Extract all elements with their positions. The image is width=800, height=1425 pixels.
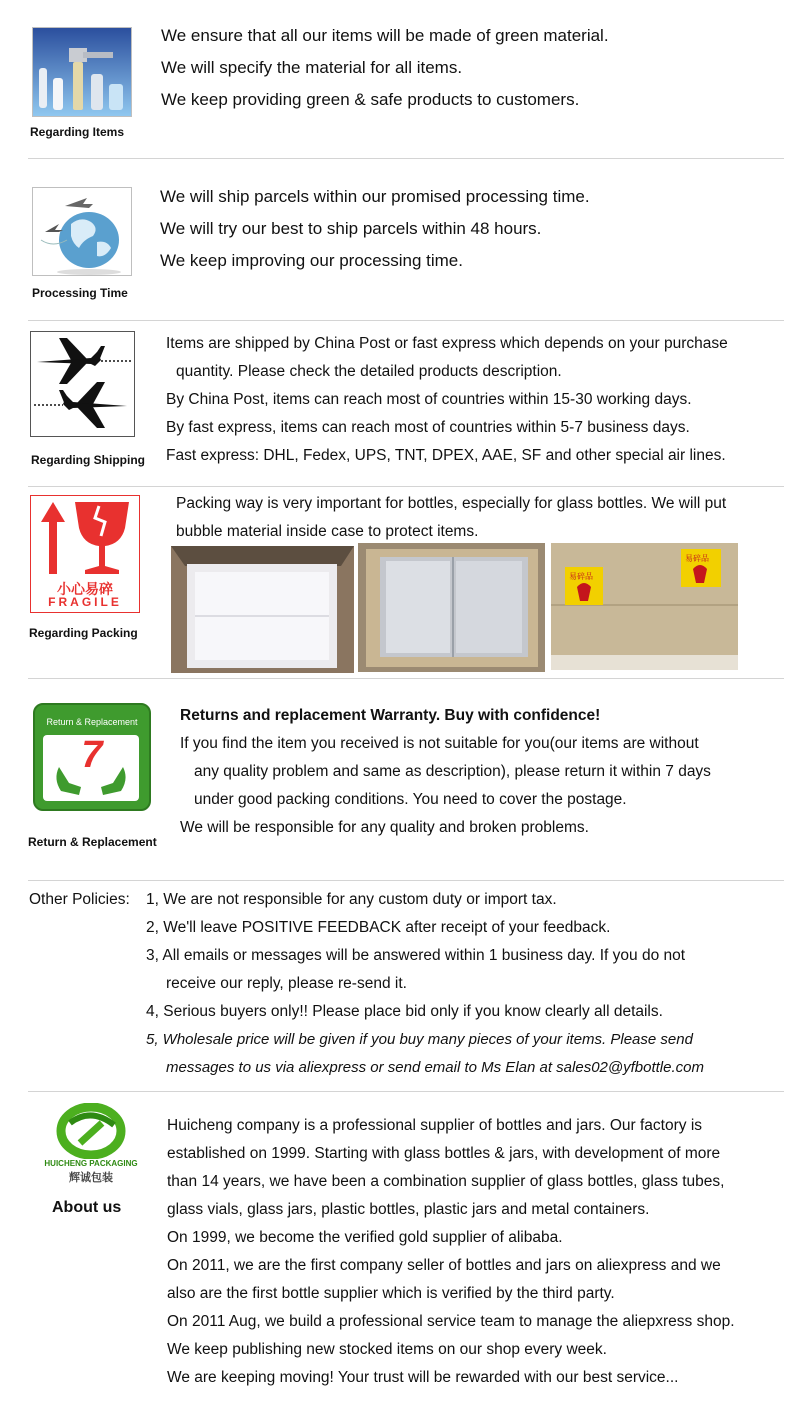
return-badge-label: Return & Replacement <box>46 717 138 727</box>
huicheng-logo-icon <box>34 1103 148 1159</box>
processing-line: We will try our best to ship parcels within 48 hours. <box>160 219 542 238</box>
policy-line: messages to us via aliexpress or send email to Ms Elan at sales02@yfbottle.com <box>166 1059 704 1076</box>
about-line: Huicheng company is a professional supplier of bottles and jars. Our factory is <box>167 1117 703 1134</box>
returns-text <box>180 702 711 842</box>
returns-title: Returns and replacement Warranty. Buy with confidence! <box>180 707 601 724</box>
shipping-line: Items are shipped by China Post or fast express which depends on your purchase <box>166 335 728 352</box>
about-line: On 2011, we are the first company seller of bottles and jars on aliexpress and we <box>167 1257 721 1274</box>
packing-photo-bubble <box>171 546 354 673</box>
processing-line: We will ship parcels within our promised processing time. <box>160 187 590 206</box>
shipping-line: quantity. Please check the detailed products description. <box>176 363 562 380</box>
logo-en-text: HUICHENG PACKAGING <box>44 1159 138 1168</box>
about-text <box>167 1112 735 1392</box>
shipping-line: By China Post, items can reach most of countries within 15-30 working days. <box>166 391 692 408</box>
shipping-text <box>166 330 728 470</box>
fragile-en-label: FRAGILE <box>48 595 122 609</box>
policies-label: Other Policies: <box>29 891 130 908</box>
policy-line: 4, Serious buyers only!! Please place bid only if you know clearly all details. <box>146 1003 663 1020</box>
items-line: We keep providing green & safe products to customers. <box>161 90 580 109</box>
processing-line: We keep improving our processing time. <box>160 251 463 270</box>
returns-line: We will be responsible for any quality and broken problems. <box>180 819 589 836</box>
about-line: also are the first bottle supplier which is verified by the third party. <box>167 1285 615 1302</box>
packing-line: Packing way is very important for bottles, especially for glass bottles. We will put <box>176 495 727 512</box>
about-line: On 1999, we become the verified gold supplier of alibaba. <box>167 1229 563 1246</box>
returns-line: If you find the item you received is not suitable for you(our items are without <box>180 735 699 752</box>
processing-text <box>160 181 590 277</box>
items-text <box>161 20 609 116</box>
about-caption: About us <box>52 1199 122 1216</box>
shipping-line: Fast express: DHL, Fedex, UPS, TNT, DPEX, AAE, SF and other special air lines. <box>166 447 726 464</box>
box-label-text: 易碎品 <box>685 554 709 563</box>
divider <box>28 486 784 487</box>
packing-photo-inner <box>358 543 545 672</box>
company-logo <box>34 1103 148 1187</box>
packing-photo-boxes <box>551 543 738 670</box>
about-line: glass vials, glass jars, plastic bottles, plastic jars and metal containers. <box>167 1201 650 1218</box>
logo-cn-text: 辉诚包装 <box>69 1172 113 1184</box>
packing-text <box>176 490 726 546</box>
returns-line: under good packing conditions. You need to cover the postage. <box>194 791 627 808</box>
box-label-text: 易碎品 <box>569 572 593 581</box>
items-line: We ensure that all our items will be made of green material. <box>161 26 609 45</box>
divider <box>28 1091 784 1092</box>
about-line: than 14 years, we have been a combination supplier of glass bottles, glass tubes, <box>167 1173 725 1190</box>
return-badge <box>33 703 151 811</box>
divider <box>28 880 784 881</box>
policy-line: receive our reply, please re-send it. <box>166 975 407 992</box>
about-line: On 2011 Aug, we build a professional service team to manage the aliepxress shop. <box>167 1313 735 1330</box>
items-caption: Regarding Items <box>30 125 125 139</box>
returns-caption: Return & Replacement <box>28 835 157 849</box>
items-image <box>32 27 132 117</box>
about-line: We keep publishing new stocked items on our shop every week. <box>167 1341 607 1358</box>
about-line: established on 1999. Starting with glass bottles & jars, with development of more <box>167 1145 721 1162</box>
shipping-caption: Regarding Shipping <box>31 453 145 467</box>
fragile-cn-label: 小心易碎 <box>57 581 113 597</box>
items-line: We will specify the material for all items. <box>161 58 463 77</box>
policy-line: 2, We'll leave POSITIVE FEEDBACK after receipt of your feedback. <box>146 919 611 936</box>
return-badge-number: 7 <box>81 734 103 776</box>
airplane-icon <box>30 331 135 437</box>
globe-icon <box>32 187 132 276</box>
divider <box>28 158 784 159</box>
packing-caption: Regarding Packing <box>29 626 138 640</box>
policies-list <box>146 886 704 1082</box>
packing-line: bubble material inside case to protect items. <box>176 523 479 540</box>
shipping-line: By fast express, items can reach most of countries within 5-7 business days. <box>166 419 690 436</box>
returns-line: any quality problem and same as description), please return it within 7 days <box>194 763 711 780</box>
about-line: We are keeping moving! Your trust will be rewarded with our best service... <box>167 1369 679 1386</box>
hands-icon <box>43 763 139 801</box>
policy-line: 5, Wholesale price will be given if you buy many pieces of your items. Please send <box>146 1031 693 1048</box>
policy-line: 1, We are not responsible for any custom duty or import tax. <box>146 891 557 908</box>
policy-line: 3, All emails or messages will be answered within 1 business day. If you do not <box>146 947 686 964</box>
divider <box>28 678 784 679</box>
divider <box>28 320 784 321</box>
fragile-icon <box>30 495 140 613</box>
processing-caption: Processing Time <box>32 286 128 300</box>
